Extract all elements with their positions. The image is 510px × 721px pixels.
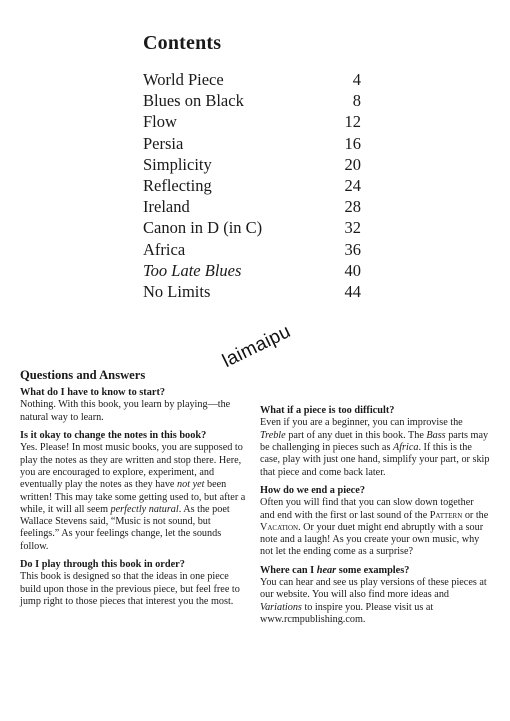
- toc-entry-page: 24: [344, 175, 361, 195]
- toc-entry: [143, 239, 361, 260]
- toc-entry: [143, 154, 361, 175]
- toc-entry-page: 20: [344, 154, 361, 174]
- toc-entry-page: 4: [352, 70, 361, 89]
- question: What do I have to know to start?: [20, 387, 166, 398]
- toc-entry-title: Too Late Blues: [143, 260, 242, 280]
- toc-entry-page: 16: [344, 133, 361, 153]
- question: How do we end a piece?: [260, 484, 365, 496]
- toc-entry: [143, 133, 361, 154]
- answer: Nothing. With this book, you learn by playing—the natural way to learn.: [20, 399, 231, 423]
- toc-entry-title: Simplicity: [143, 154, 212, 174]
- toc-entry: [143, 111, 361, 132]
- contents-title: Contents: [143, 32, 222, 54]
- toc-entry-title: Canon in D (in C): [143, 218, 263, 238]
- toc-entry-title: World Piece: [143, 70, 224, 89]
- toc-entry: [143, 281, 361, 302]
- toc-entry-page: 28: [344, 197, 361, 217]
- toc-entry-title: No Limits: [143, 281, 211, 301]
- answer: Often you will find that you can slow down together and end with the first or last sound of the Pattern or the Vacation. Or your duet might end abruptly with a sour note and a laugh! As you create your own music, why not let the ending come as a surprise?: [260, 497, 489, 558]
- toc-entry-title: Ireland: [143, 197, 190, 217]
- answer: This book is designed so that the ideas in one piece build upon those in the previous piece, but feel free to jump right to those pieces that interest you the most.: [20, 571, 240, 608]
- qa-left-column: [20, 387, 248, 632]
- toc-entry: [143, 90, 361, 111]
- toc-entry: [143, 260, 361, 281]
- qa-heading: Questions and Answers: [20, 368, 146, 382]
- answer: Yes. Please! In most music books, you are supposed to play the notes as they are written and stop there. Here, you are encouraged to explore, experiment, and eventually play the notes as they have not yet been written! This may take some getting used to, but after a while, it will all seem perfectly natural. As the poet Wallace Stevens said, “Music is not sound, but feelings.” As your feelings change, let the sounds follow.: [20, 442, 246, 552]
- toc-entry-title: Africa: [143, 239, 186, 259]
- toc-entry-title: Flow: [143, 112, 177, 132]
- question: Where can I hear some examples?: [260, 564, 410, 576]
- question: What if a piece is too difficult?: [260, 405, 395, 416]
- question: Is it okay to change the notes in this book?: [20, 430, 207, 441]
- qa-section: [20, 368, 490, 632]
- toc-entry: [143, 175, 361, 196]
- toc-entry: [143, 196, 361, 217]
- watermark: laimaipu: [219, 321, 295, 372]
- toc-entry: [143, 217, 361, 238]
- toc-entry-page: 40: [344, 260, 361, 280]
- question: Do I play through this book in order?: [20, 559, 185, 571]
- toc-entry-page: 36: [344, 239, 361, 259]
- toc-entry-title: Persia: [143, 133, 184, 153]
- toc-entry-page: 12: [344, 112, 361, 132]
- toc-entry: [143, 69, 361, 90]
- toc-entry-page: 32: [344, 218, 361, 238]
- toc-entry-page: 8: [352, 91, 361, 111]
- answer: Even if you are a beginner, you can improvise the Treble part of any duet in this book. The Bass parts may be challenging in pieces such as Africa. If this is the case, play with just one hand, simplify your part, or skip that piece and come back later.: [260, 417, 490, 478]
- toc-entry-page: 44: [344, 281, 361, 301]
- contents-section: [143, 32, 361, 302]
- answer: You can hear and see us play versions of these pieces at our website. You will also find more ideas and Variations to inspire you. Please visit us at www.rcmpublishing.com.: [260, 577, 487, 626]
- qa-right-column: [260, 387, 490, 632]
- toc-entry-title: Reflecting: [143, 175, 212, 195]
- toc-entry-title: Blues on Black: [143, 91, 244, 111]
